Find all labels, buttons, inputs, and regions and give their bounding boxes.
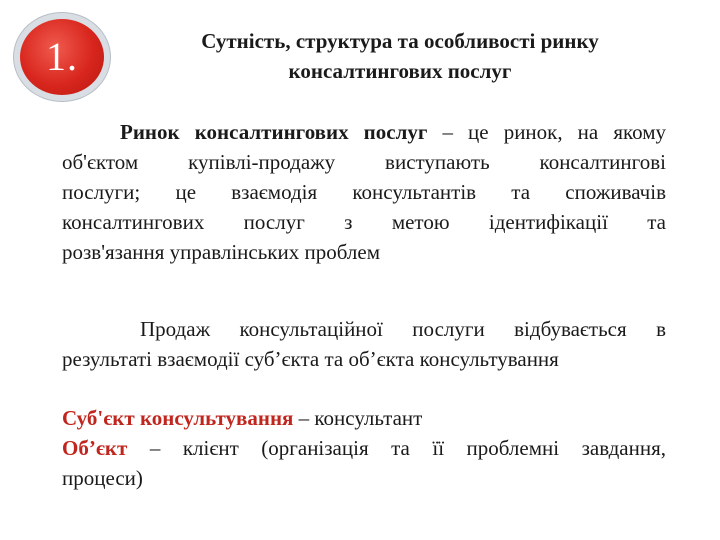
slide-title-line-1: Сутність, структура та особливості ринку (201, 29, 599, 53)
sale-line-1: Продаж консультаційної послуги відбувається в (140, 317, 666, 341)
slide-title (150, 26, 650, 86)
definition-line-1 (62, 117, 666, 147)
definition-line-5: розв'язання управлінських проблем (62, 240, 380, 264)
object-description: – клієнт (організація та її проблемні завдання, (127, 436, 666, 460)
subject-line (62, 403, 666, 433)
sale-paragraph (62, 314, 666, 374)
object-term: Об’єкт (62, 436, 128, 460)
sale-line-2: результаті взаємодії суб’єкта та об’єкта консультування (62, 347, 559, 371)
slide-title-line-2: консалтингових послуг (288, 59, 512, 83)
definition-paragraph (62, 117, 666, 267)
definition-line-1-rest: – це ринок, на якому (427, 120, 666, 144)
object-line (62, 433, 666, 463)
object-line-2: процеси) (62, 466, 143, 490)
subject-description: – консультант (293, 406, 423, 430)
definition-line-3: послуги; це взаємодія консультантів та споживачів (62, 180, 666, 204)
definition-term: Ринок консалтингових послуг (120, 120, 428, 144)
slide-number-badge (20, 19, 104, 95)
subject-term: Суб'єкт консультування (62, 406, 294, 430)
roles-paragraph (62, 403, 666, 493)
definition-line-4: консалтингових послуг з метою ідентифікації та (62, 210, 666, 234)
slide-number: 1. (46, 33, 78, 79)
definition-line-2: об'єктом купівлі-продажу виступають консалтингові (62, 150, 666, 174)
